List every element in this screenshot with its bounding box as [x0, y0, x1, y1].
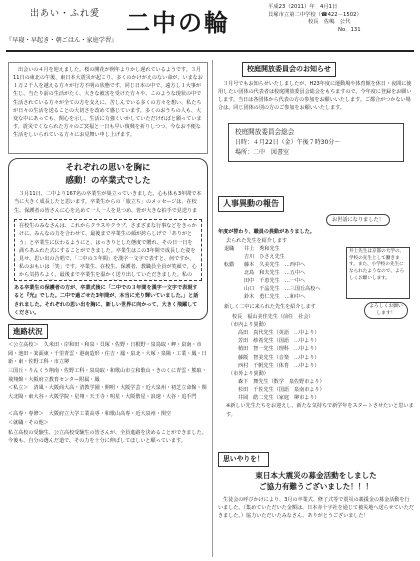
pta-box-place: 場所：二中 図書室 [235, 149, 290, 157]
career-line: 私立高校の受験生、公立高校受験生の皆さんが、全員進路を決めることができました。今後も、自分の選んだ道で、その力を十分に伸ばしてほしいと願っています。 [8, 429, 207, 444]
school-name: 貝塚市立第二中学校（☎422－1502） [268, 11, 362, 18]
masthead-meta [268, 4, 414, 35]
donation-article [218, 452, 414, 556]
pta-box-title: 校庭開放委員会総会 [235, 127, 295, 136]
ceremony-quote: 在校生のみなさんは、これからクラスやクラブ、さまざまな行事などをきっかけに、みんなの力を合わせて、最後まで卒業生の顔が誇らしげで「ありがとう」と卒業生に伝わるようにと、はっきりとした態度で贈れ、その日一日を満ちあふれた式にすることができました。卒業生はこの3年間で成長した姿を見せ、思い出の合唱で、「二中の３年間」を漢字一文字で表すと、何ですか。私のおもいは「笑」です。卒業生、在校生、保護者、教職員全員が笑顔で、心から気持ちよく、最後まで卒業生を温かく送り出していただきました。私の [14, 219, 202, 281]
column-divider [212, 60, 213, 557]
transfer-name: 北島 和夫先生 …五中へ [244, 269, 306, 276]
personnel-article [218, 196, 414, 448]
new-principal: 校長 福山美佳先生（前任 社会） [232, 313, 314, 320]
transfer-name: 田中 千恵先生 …一中へ [244, 277, 306, 284]
career-line: ＜高専・専修＞ 大阪府立大学工業高専・和歌山高専・近大泉州・関空 [8, 411, 172, 418]
new-intro: （市内より異動） [228, 321, 269, 328]
new-teacher: 芳田 紗希先生（国語 …中より） [238, 338, 320, 345]
new-teacher: 西村 千帆先生（体育 …中より） [238, 362, 320, 369]
ceremony-heading-1: それぞれの思いを胸に [65, 163, 151, 173]
career-line: ＜就職・その他＞ [8, 419, 49, 426]
intro-text: 出会いの４月を迎えました。桜の開花が例年よりかし遅れているようです。３月11日の東北の午後、東日本大震災が起こり、多くのかけがえのない命が、いまなお１万２千人を越える方々が行方不明の状態です。同じ日本の中で、遠方し１大事が生じ、当たり前の生活がたく、大きな被害を受けた方々や、このような現状の中で生活されている方々が全ての方を支えに、苦しんでいる多くの方々を想い、私たちが日々の生活を送ることの大切さを改めて感じています。多くのおうちの人も、大変な中にあっても、関心を示し、生活に力強くいかしていただければと願っています。震災でくなられた方々のご冥福と一日も早い復興を祈りしつつ、今なお不便な生活をしいられている方々にお見舞い申し上げます。 [13, 67, 203, 139]
ceremony-article [8, 158, 208, 320]
welcome-bubble: よろしくお願いします！ [364, 302, 408, 319]
other-teacher: 井岡 皓二先生（家庭 堺市より） [238, 395, 320, 402]
other-teacher: 森下 舞先生（数学 泉佐野市より） [238, 378, 325, 385]
pta-article [218, 62, 414, 182]
issue-date: 平成23（2011）年 4月1日 [268, 4, 338, 10]
new-teacher: 高田 真代先生（英語 …中より） [238, 330, 320, 337]
personnel-closing: ※新しい先生たちをお迎えし、新たな気持ちで新学年をスタートさせたいと思います。 [226, 403, 414, 418]
career-line: 三国丘・りんくう翔南・佐野工科・泉鳥取・和歌山市立和歌山・きのくに青雲・熊取・飛翔館・大阪府立教育センター附属・鳳 [8, 368, 207, 383]
new-teacher: 植田 智一先生（理科 …中より） [238, 346, 320, 353]
transfer-name: 鈴木 勇仁先生 …和中へ [244, 293, 306, 300]
masthead-rule [6, 50, 414, 52]
career-line: ＜私立＞ 清風・大阪商大高・清教学園・開明・大阪学芸・近大泉州・初芝立命館・関大北陽・東大谷・大阪学院・星翔・天王寺・明星・大阪偕星・浪速・大谷・追手門 [8, 385, 207, 400]
career-line: ＜公立高校＞ 久米田・岸和田・和泉・貝塚・佐野・日根野・泉鳥取・岬・泉南・市岡・池田・箕面東・千里青雲・港南造形・住吉・鳳・泉北・大塚・泉陽・工業・鳳・日新・東・佐野工科・市立堺 [8, 342, 207, 365]
donation-label: 思いやりを！ [218, 452, 269, 467]
career-article [8, 324, 208, 556]
new-teacher: 藤阪 智美先生（音楽 …中より） [238, 354, 320, 361]
masthead [6, 4, 414, 54]
retire-label: 退職 [224, 245, 235, 252]
ceremony-heading-2: 感動！の卒業式でした [65, 176, 151, 187]
masthead-pre-title: 出あい・ふれ愛 [30, 9, 101, 19]
principal-name: 校長 佐嶋 公代 [308, 19, 351, 26]
donation-title-2: ご協力有難うございました！！！ [259, 482, 373, 492]
leaving-list [218, 245, 414, 301]
career-heading: 進路状況 [8, 324, 48, 339]
transfer-name: 藤本 久美先生 …西中へ [244, 261, 306, 268]
other-intro: （市外より異動） [228, 370, 269, 377]
new-title: 新しく二中に来られた先生を紹介します [224, 303, 316, 310]
masthead-subtitle: 『早寝・早起き・朝ごはん・家庭学習』 [6, 37, 118, 44]
other-teacher: 杉田 千佐先生（国語 泉南市より） [238, 387, 325, 394]
transfer-name: 山口 千晶先生 …三国丘高校へ [244, 285, 321, 292]
transfer-label: 転勤 [224, 261, 235, 268]
issue-number: No．131 [338, 27, 361, 34]
ceremony-closing: ある卒業生の保護者の方が、卒業式後に「二中での３年間を漢字一文字で表現すると『光』でした。二中で過ごせた3年間が、本当に光り輝いていました。」と話されました。それぞれの思い出を胸に、新しい世界に向かって、大きく飛躍してください。 [14, 285, 199, 316]
masthead-title: 二中の輪 [126, 8, 230, 37]
leaving-title: 去られた先生を紹介します [226, 237, 288, 244]
retire-note: 井上先生は京都の大学の、学校の先生として働きます。また、小学校の先生になられたようなので、よろしくお願いします。 [346, 247, 410, 299]
farewell-bubble: お世話になりました！ [326, 214, 390, 226]
donation-title-1: 東日本大震災の募金活動をしました [255, 470, 377, 480]
pta-heading: 校庭開放委員会のお知らせ [242, 62, 336, 77]
donation-body: 生徒会の呼びかけにより、3月の卒業式、修了式等で震災の義援金の募金活動を行いました。（集めていただいた金額は、日本赤十字社を通じて被災地へ送らせていただきました。）協力いただいたみなさん、ありがとうございました！ [218, 497, 414, 520]
pta-box-date: 日時：４月22日（金）午後７時30分～ [235, 139, 341, 147]
personnel-heading: 人事異動の報告 [218, 196, 284, 212]
personnel-intro: 年度が替わり、職員の異動がありました。 [218, 229, 315, 236]
retire-name: 吉川 ひさえ先生 [244, 253, 285, 260]
pta-meeting-box [228, 123, 404, 163]
pta-body: ３月号でもお知らせいたしましたが、H23年度に運動場や体育館を休日・夜間に使用したい団体の代表者は校庭開放委員会総会をもちますので、今年度に登録をお願いします。当日は各団体から代表の方の参加をお願いいたします。ご都合がつかない場合は、同じ団体の別の方のご参加をお願いいたします。 [218, 80, 412, 112]
ceremony-body: ３月11日、二中より167名の卒業生が巣立っていきました。心も体も3年間で本当に大きく成長したと思います。卒業生からの「旅立ち」のメッセージは、在校生、保護者の皆さんに心を込めて一人一人を見つめ、皆が大きな拍手で見送りま [14, 191, 202, 214]
retire-name: 井上 秀和先生 [244, 245, 280, 252]
intro-article [8, 62, 208, 154]
